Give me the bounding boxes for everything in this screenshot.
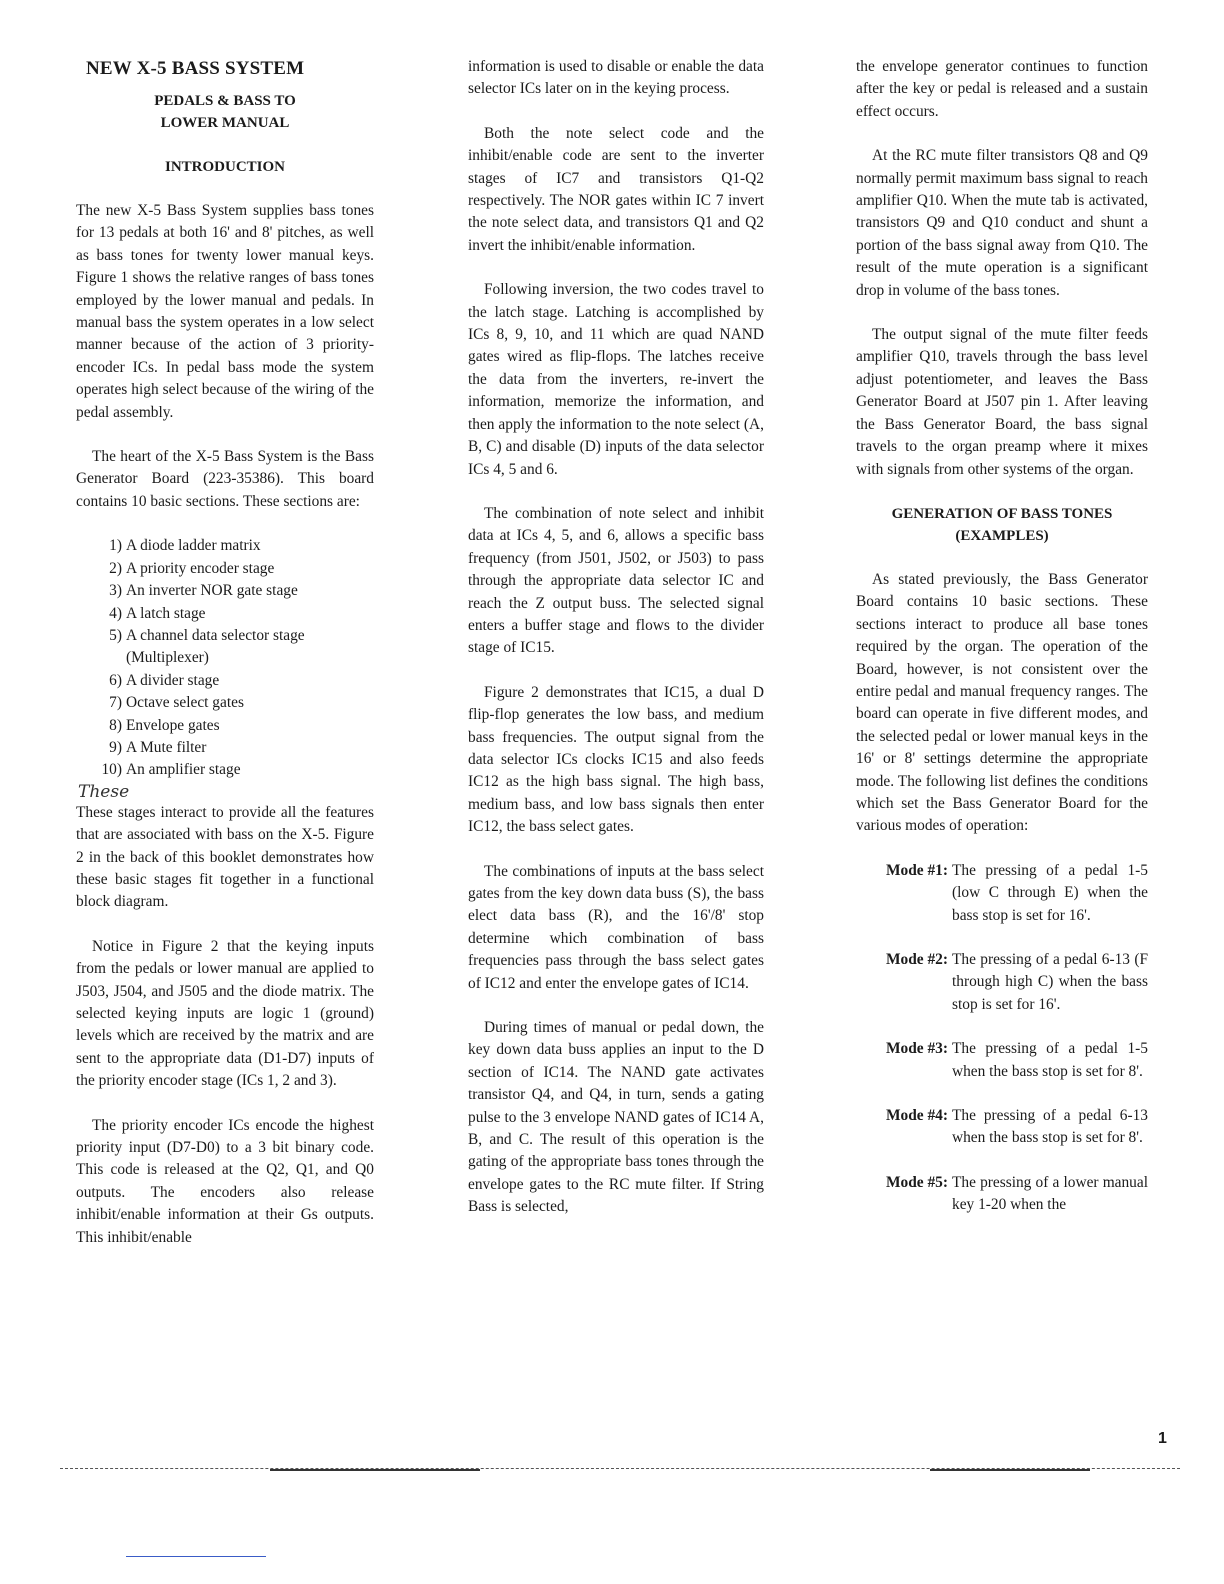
- body-paragraph-7: During times of manual or pedal down, the key down data buss applies an input to the D section of IC14. The NAND gate activates transistor Q4, and Q4, in turn, sends a gating pulse to the 3 envelope NAND gates of IC14 A, B, and C. The result of this operation is the gating of the appropriate bass tones through the envelope gates to the RC mute filter. If String Bass is selected,: [468, 1019, 764, 1216]
- body-paragraph-5: Figure 2 demonstrates that IC15, a dual D flip-flop generates the low bass, and medium bass frequencies. The output signal from the data selector ICs clocks IC15 and also feeds IC12 as the high bass signal. The high bass, medium bass, and low bass signals then enter IC12, the bass select gates.: [468, 683, 764, 836]
- sections-list: [76, 535, 374, 781]
- body-paragraph-4: The combination of note select and inhibit data at ICs 4, 5, and 6, allows a specific bass frequency (from J501, J502, or J503) to pass through the appropriate data selector IC and reach the Z output buss. The selected signal enters a buffer stage and flows to the divider stage of IC15.: [468, 504, 764, 657]
- column-2: [468, 56, 764, 1219]
- body-paragraph-2: Both the note select code and the inhibit/enable code are sent to the inverter stages of IC7 and transistors Q1-Q2 respectively. The NOR gates within IC 7 invert the note select data, and transistors Q1 and Q2 invert the inhibit/enable information.: [468, 124, 764, 254]
- body-paragraph-8: the envelope generator continues to function after the key or pedal is released and a sustain effect occurs.: [856, 58, 1148, 120]
- list-item: Mode #4: The pressing of a pedal 6-13 when the bass stop is set for 8'.: [886, 1107, 1148, 1147]
- list-item: 4) A latch stage: [109, 604, 206, 622]
- body-paragraph-10: The output signal of the mute filter feeds amplifier Q10, travels through the bass level adjust potentiometer, and leaves the Bass Generator Board at J507 pin 1. After leaving the Bass Generator Board, the bass signal travels to the organ preamp where it mixes with signals from other systems of the organ.: [856, 326, 1148, 478]
- list-item: 9) A Mute filter: [109, 738, 207, 756]
- body-paragraph-11: As stated previously, the Bass Generator Board contains 10 basic sections. These sections interact to produce all base tones required by the organ. The operation of the Board, however, is not consistent over the entire pedal and manual frequency ranges. The board can operate in five different modes, and the selected pedal or lower manual keys in the 16' or 8' settings determine the appropriate mode. The following list defines the conditions which set the Bass Generator Board for the various modes of operation:: [856, 570, 1148, 835]
- body-paragraph-3: Following inversion, the two codes travel to the latch stage. Latching is accomplished by ICs 8, 9, 10, and 11 which are quad NAND gates wired as flip-flops. The latches receive the data from the inverters, re-invert the information, memorize the information, and then apply the information to the note select (A, B, C) and disable (D) inputs of the data selector ICs 4, 5 and 6.: [468, 281, 764, 478]
- generation-heading-line-2: (EXAMPLES): [955, 527, 1049, 544]
- blue-line: [126, 1556, 266, 1557]
- footer-rule-segment: [270, 1469, 480, 1471]
- body-paragraph-1: information is used to disable or enable the data selector ICs later on in the keying process.: [468, 58, 764, 98]
- footer-rule-segment: [930, 1469, 1090, 1471]
- intro-paragraph-2: The heart of the X-5 Bass System is the Bass Generator Board (223-35386). This board contains 10 basic sections. These sections are:: [76, 448, 374, 510]
- list-item: 5) A channel data selector stage (Multiplexer): [109, 626, 305, 667]
- list-item: 8) Envelope gates: [109, 716, 220, 734]
- body-paragraph-9: At the RC mute filter transistors Q8 and Q9 normally permit maximum bass signal to reach amplifier Q10. When the mute tab is activated, transistors Q9 and Q10 conduct and shunt a portion of the bass signal away from Q10. The result of the mute operation is a significant drop in volume of the bass tones.: [856, 147, 1148, 299]
- list-item: Mode #1: The pressing of a pedal 1-5 (low C through E) when the bass stop is set for 16'.: [886, 861, 1148, 924]
- document-title: NEW X-5 BASS SYSTEM: [86, 58, 305, 79]
- intro-paragraph-3: These stages interact to provide all the features that are associated with bass on the X-5. Figure 2 in the back of this booklet demonstrates how these basic stages fit together in a functional block diagram.: [76, 803, 374, 911]
- list-item: 2) A priority encoder stage: [109, 559, 275, 577]
- subtitle-line-2: LOWER MANUAL: [160, 115, 290, 131]
- list-item: Mode #5: The pressing of a lower manual key 1-20 when the: [886, 1173, 1148, 1214]
- list-item: Mode #2: The pressing of a pedal 6-13 (F through high C) when the bass stop is set for 16'.: [886, 951, 1148, 1013]
- column-1: [76, 56, 374, 1249]
- introduction-heading: INTRODUCTION: [164, 159, 285, 175]
- body-paragraph-6: The combinations of inputs at the bass select gates from the key down data buss (S), the bass elect data bass (R), and the 16'/8' stop determine which combination of bass frequencies pass through the bass select gates of IC12 and enter the envelope gates of IC14.: [468, 862, 764, 992]
- column-3: [856, 56, 1148, 1239]
- subtitle-line-1: PEDALS & BASS TO: [154, 93, 296, 109]
- modes-list: [856, 860, 1148, 1217]
- intro-paragraph-1: The new X-5 Bass System supplies bass tones for 13 pedals at both 16' and 8' pitches, as well as bass tones for twenty lower manual keys. Figure 1 shows the relative ranges of bass tones employed by the lower manual and pedals. In manual bass the system operates in a low select manner because of the action of 3 priority-encoder ICs. In pedal bass mode the system operates high select because of the wiring of the pedal assembly.: [76, 202, 374, 421]
- list-item: 10) An amplifier stage: [101, 761, 241, 779]
- handwritten-annotation: These: [78, 781, 130, 802]
- intro-paragraph-5: The priority encoder ICs encode the highest priority input (D7-D0) to a 3 bit binary code. This code is released at the Q2, Q1, and Q0 outputs. The encoders also release inhibit/enable information at their Gs outputs. This inhibit/enable: [76, 1116, 374, 1246]
- list-item: 6) A divider stage: [109, 671, 220, 689]
- list-item: 1) A diode ladder matrix: [109, 537, 261, 555]
- list-item: 7) Octave select gates: [109, 694, 244, 712]
- list-item: 3) An inverter NOR gate stage: [109, 582, 298, 600]
- intro-paragraph-4: Notice in Figure 2 that the keying inputs from the pedals or lower manual are applied to J503, J504, and J505 and the diode matrix. The selected keying inputs are logic 1 (ground) levels which are received by the matrix and are sent to the appropriate data (D1-D7) inputs of the priority encoder stage (ICs 1, 2 and 3).: [76, 937, 374, 1090]
- list-item: Mode #3: The pressing of a pedal 1-5 when the bass stop is set for 8'.: [886, 1040, 1148, 1080]
- page-number: 1: [1158, 1430, 1167, 1447]
- generation-heading-line-1: GENERATION OF BASS TONES: [891, 505, 1113, 522]
